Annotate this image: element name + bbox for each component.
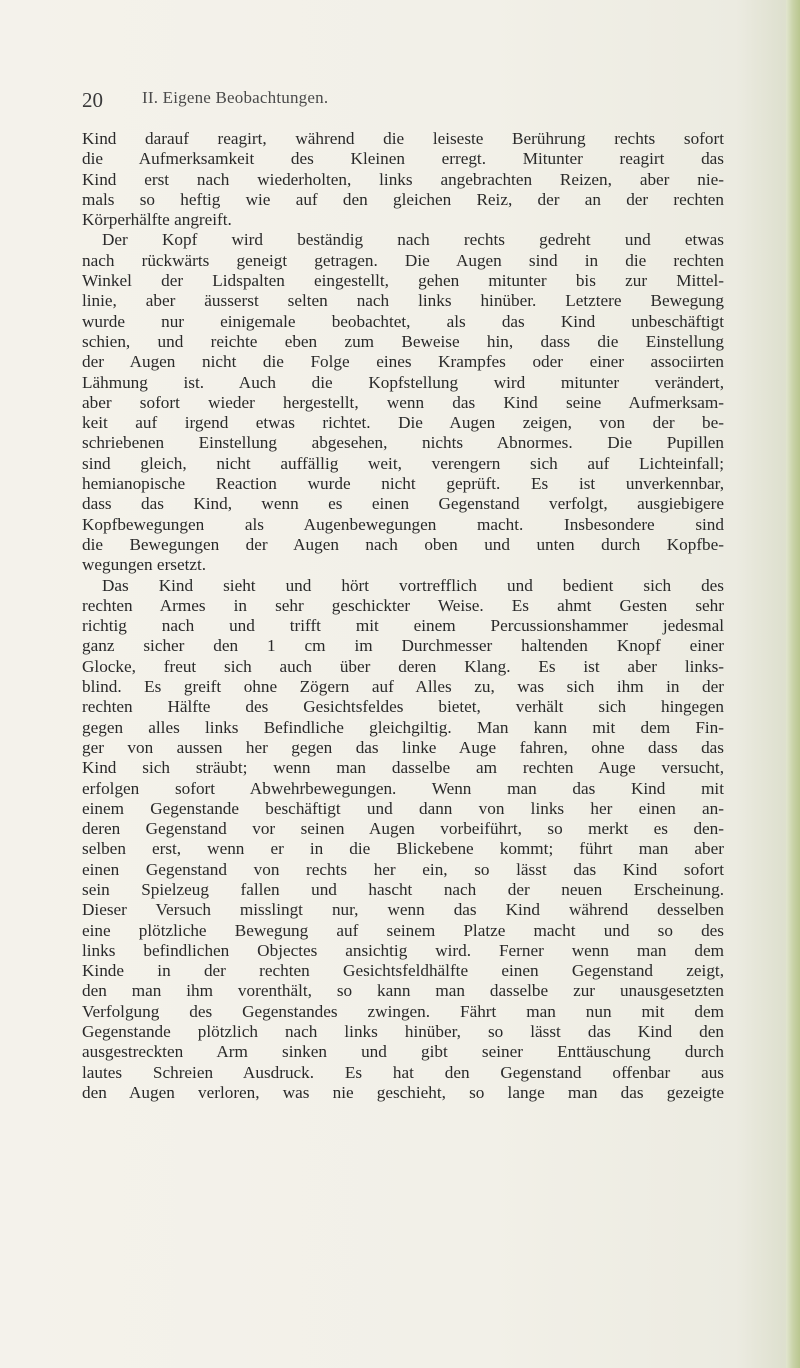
text-line: rechten Hälfte des Gesichtsfeldes bietet, verhält sich hingegen [82,697,724,717]
text-line: schien, und reichte eben zum Beweise hin, dass die Einstellung [82,331,724,351]
text-line: erfolgen sofort Abwehrbewegungen. Wenn man das Kind mit [82,778,724,798]
text-line: den Augen verloren, was nie geschieht, so lange man das gezeigte [82,1082,724,1102]
text-line: Dieser Versuch misslingt nur, wenn das Kind während desselben [82,900,724,920]
text-line: ger von aussen her gegen das linke Auge fahren, ohne dass das [82,737,724,757]
text-line: ausgestreckten Arm sinken und gibt seiner Enttäuschung durch [82,1042,724,1062]
text-line: rechten Armes in sehr geschickter Weise. Es ahmt Gesten sehr [82,595,724,615]
text-line: gegen alles links Befindliche gleichgiltig. Man kann mit dem Fin- [82,717,724,737]
text-line: aber sofort wieder hergestellt, wenn das Kind seine Aufmerksam- [82,392,724,412]
paragraph [82,230,724,575]
page-edge [786,0,800,1368]
text-line: links befindlichen Objectes ansichtig wird. Ferner wenn man dem [82,940,724,960]
text-line: wurde nur einigemale beobachtet, als das Kind unbeschäftigt [82,311,724,331]
text-line: Kind darauf reagirt, während die leiseste Berührung rechts sofort [82,129,724,148]
text-line: Der Kopf wird beständig nach rechts gedreht und etwas [102,230,724,250]
text-line: Kind erst nach wiederholten, links angebrachten Reizen, aber nie- [82,169,724,189]
text-line: blind. Es greift ohne Zögern auf Alles zu, was sich ihm in der [82,677,724,697]
text-line: die Bewegungen der Augen nach oben und unten durch Kopfbe- [82,534,724,554]
text-line: die Aufmerksamkeit des Kleinen erregt. Mitunter reagirt das [82,149,724,169]
text-line: linie, aber äusserst selten nach links hinüber. Letztere Bewegung [82,291,724,311]
text-line: den man ihm vorenthält, so kann man dasselbe zur unausgesetzten [82,981,724,1001]
text-line: eine plötzliche Bewegung auf seinem Platze macht und so des [82,920,724,940]
text-line: hemianopische Reaction wurde nicht geprüft. Es ist unverkennbar, [82,474,724,494]
text-line: Das Kind sieht und hört vortrefflich und bedient sich des [102,575,724,595]
text-line: nach rückwärts geneigt getragen. Die Augen sind in die rechten [82,250,724,270]
running-head [82,84,722,118]
text-line: einem Gegenstande beschäftigt und dann von links her einen an- [82,798,724,818]
text-line: Glocke, freut sich auch über deren Klang. Es ist aber links- [82,656,724,676]
text-line: sind gleich, nicht auffällig weit, verengern sich auf Lichteinfall; [82,453,724,473]
text-line: Winkel der Lidspalten eingestellt, gehen mitunter bis zur Mittel- [82,271,724,291]
paragraph [82,129,724,230]
text-line: Kind sich sträubt; wenn man dasselbe am rechten Auge versucht, [82,758,724,778]
text-line: ganz sicher den 1 cm im Durchmesser haltenden Knopf einer [82,636,724,656]
text-line: wegungen ersetzt. [82,555,207,575]
text-line: Körperhälfte angreift. [82,210,232,230]
text-line: sein Spielzeug fallen und hascht nach der neuen Erscheinung. [82,879,724,899]
text-line: einen Gegenstand von rechts her ein, so lässt das Kind sofort [82,859,724,879]
text-line: der Augen nicht die Folge eines Krampfes oder einer associirten [82,352,724,372]
text-line: Kopfbewegungen als Augenbewegungen macht. Insbesondere sind [82,514,724,534]
text-line: richtig nach und trifft mit einem Percussionshammer jedesmal [82,616,724,636]
text-line: deren Gegenstand vor seinen Augen vorbeiführt, so merkt es den- [82,819,724,839]
running-head-title: II. Eigene Beobachtungen. [142,88,329,107]
text-line: Lähmung ist. Auch die Kopfstellung wird mitunter verändert, [82,372,724,392]
body-text [82,129,724,1103]
text-line: Gegenstande plötzlich nach links hinüber, so lässt das Kind den [82,1022,724,1042]
text-line: mals so heftig wie auf den gleichen Reiz, der an der rechten [82,189,724,209]
page-number: 20 [82,88,103,112]
text-line: Verfolgung des Gegenstandes zwingen. Fährt man nun mit dem [82,1001,724,1021]
text-line: keit auf irgend etwas richtet. Die Augen zeigen, von der be- [82,413,724,433]
text-line: lautes Schreien Ausdruck. Es hat den Gegenstand offenbar aus [82,1062,724,1082]
text-line: schriebenen Einstellung abgesehen, nichts Abnormes. Die Pupillen [82,433,724,453]
text-line: Kinde in der rechten Gesichtsfeldhälfte einen Gegenstand zeigt, [82,961,724,981]
paragraph [82,576,724,1104]
text-line: dass das Kind, wenn es einen Gegenstand verfolgt, ausgiebigere [82,494,724,514]
text-line: selben erst, wenn er in die Blickebene kommt; führt man aber [82,839,724,859]
